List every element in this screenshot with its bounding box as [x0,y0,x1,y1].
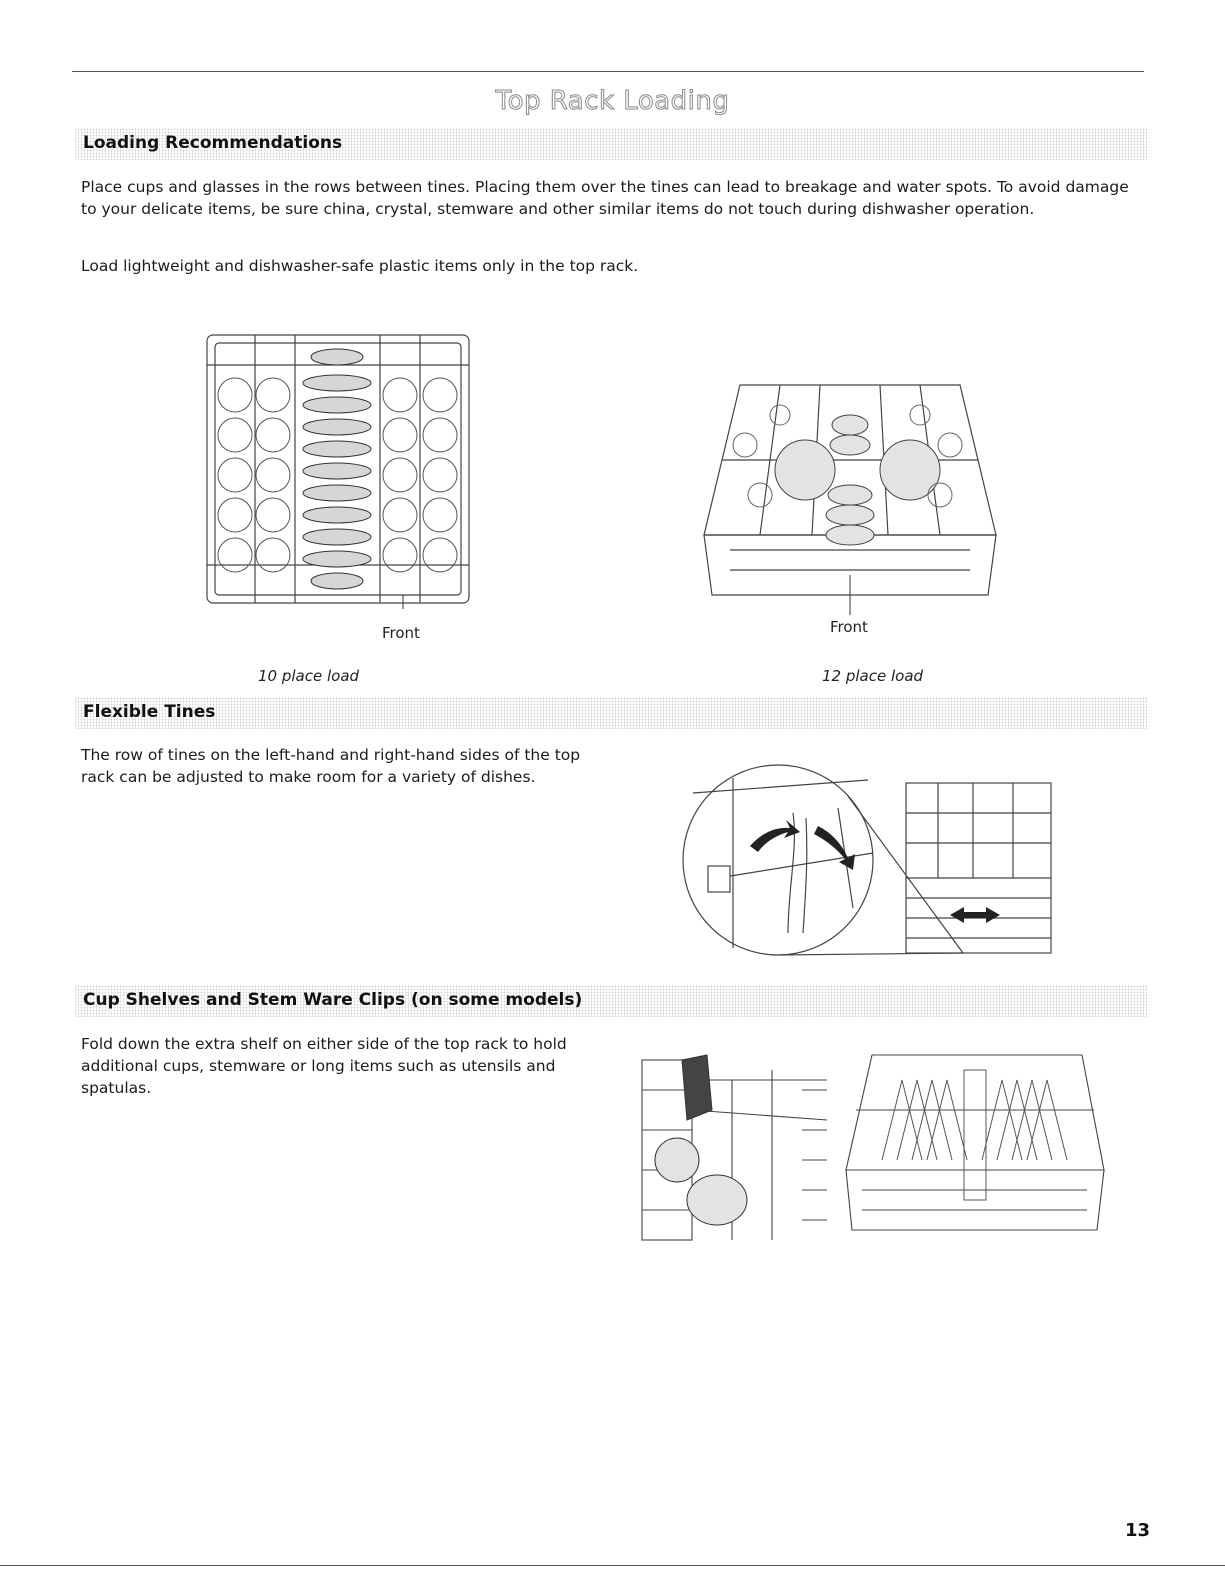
section-header-flexible-tines [75,697,1147,729]
page-number: 13 [1124,1520,1150,1541]
bottom-rule [0,1565,1225,1566]
section-header-loading [75,128,1147,160]
cup-shelf-closeup-illustration [622,1050,832,1245]
flexible-tines-illustration [678,758,1063,963]
page-title: Top Rack Loading [495,86,730,116]
section-heading: Loading Recommendations [83,133,343,153]
cup-shelves-paragraph: Fold down the extra shelf on either side of the top rack to hold additional cups, stemware or long items such as utensils and spatulas. [81,1035,567,1097]
section-header-cup-shelves [75,985,1147,1017]
ten-place-load-illustration [195,325,480,610]
rack-with-shelves-illustration [842,1050,1107,1235]
twelve-place-load-illustration [700,375,1000,615]
caption-ten-place-load: 10 place load [258,667,360,685]
section-heading: Cup Shelves and Stem Ware Clips (on some models) [83,990,583,1010]
loading-paragraph-1: Place cups and glasses in the rows between tines. Placing them over the tines can lead to breakage and water spots. To avoid damage to your delicate items, be sure china, crystal, stemware and other similar items do not touch during dishwasher operation. [81,178,1129,218]
front-label-left: Front [382,624,420,642]
top-rule [72,71,1144,72]
loading-paragraph-2: Load lightweight and dishwasher-safe plastic items only in the top rack. [81,257,639,275]
section-heading: Flexible Tines [83,702,216,722]
caption-twelve-place-load: 12 place load [822,667,924,685]
flexible-tines-paragraph: The row of tines on the left-hand and right-hand sides of the top rack can be adjusted to make room for a variety of dishes. [81,746,581,786]
front-label-right: Front [830,618,868,636]
